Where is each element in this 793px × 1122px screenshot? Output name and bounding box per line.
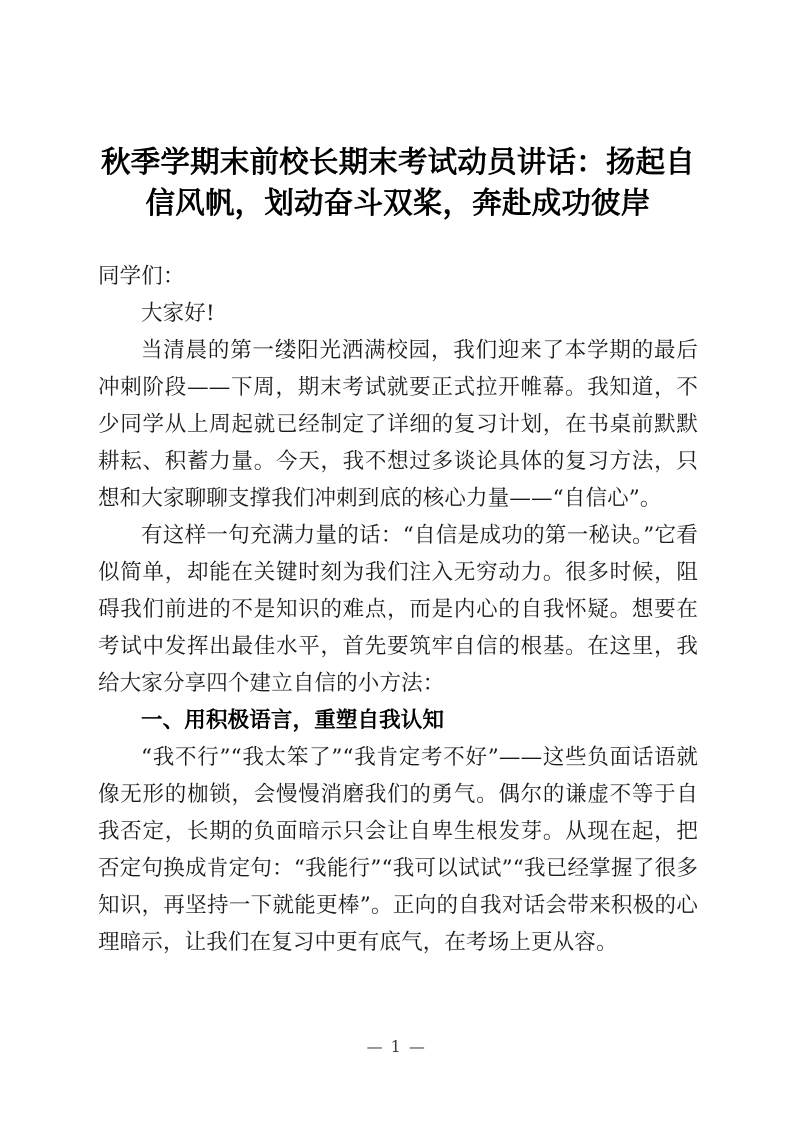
greeting-paragraph: 大家好! — [141, 301, 215, 326]
salutation-paragraph: 同学们： — [98, 264, 185, 289]
body-paragraph-1: 当清晨的第一缕阳光洒满校园，我们迎来了本学期的最后冲刺阶段——下周，期末考试就要正式拉开帷幕。我知道，不少同学从上周起就已经制定了详细的复习计划，在书桌前默默耕耘、积蓄力量。今天，我不想过多谈论具体的复习方法，只想和大家聊聊支撑我们冲刺到底的核心力量——“自信心”。 — [98, 338, 698, 511]
document-body — [98, 224, 698, 961]
document-content — [98, 0, 698, 961]
body-paragraph-3: “我不行”“我太笨了”“我肯定考不好”——这些负面话语就像无形的枷锁，会慢慢消磨我们的勇气。偶尔的谦虚不等于自我否定，长期的负面暗示只会让自卑生根发芽。从现在起，把否定句换成肯定句：“我能行”“我可以试试”“我已经掌握了很多知识，再坚持一下就能更棒”。正向的自我对话会带来积极的心理暗示，让我们在复习中更有底气，在考场上更从容。 — [98, 745, 698, 955]
page-title: 秋季学期末前校长期末考试动员讲话：扬起自信风帆，划动奋斗双桨，奔赴成功彼岸 — [100, 145, 695, 220]
page-number-footer: — 1 — — [366, 1037, 427, 1056]
body-paragraph-2: 有这样一句充满力量的话：“自信是成功的第一秘诀。”它看似简单，却能在关键时刻为我们注入无穷动力。很多时候，阻碍我们前进的不是知识的难点，而是内心的自我怀疑。想要在考试中发挥出最佳水平，首先要筑牢自信的根基。在这里，我给大家分享四个建立自信的小方法： — [98, 523, 698, 696]
section-heading-1: 一、用积极语言，重塑自我认知 — [141, 708, 445, 733]
